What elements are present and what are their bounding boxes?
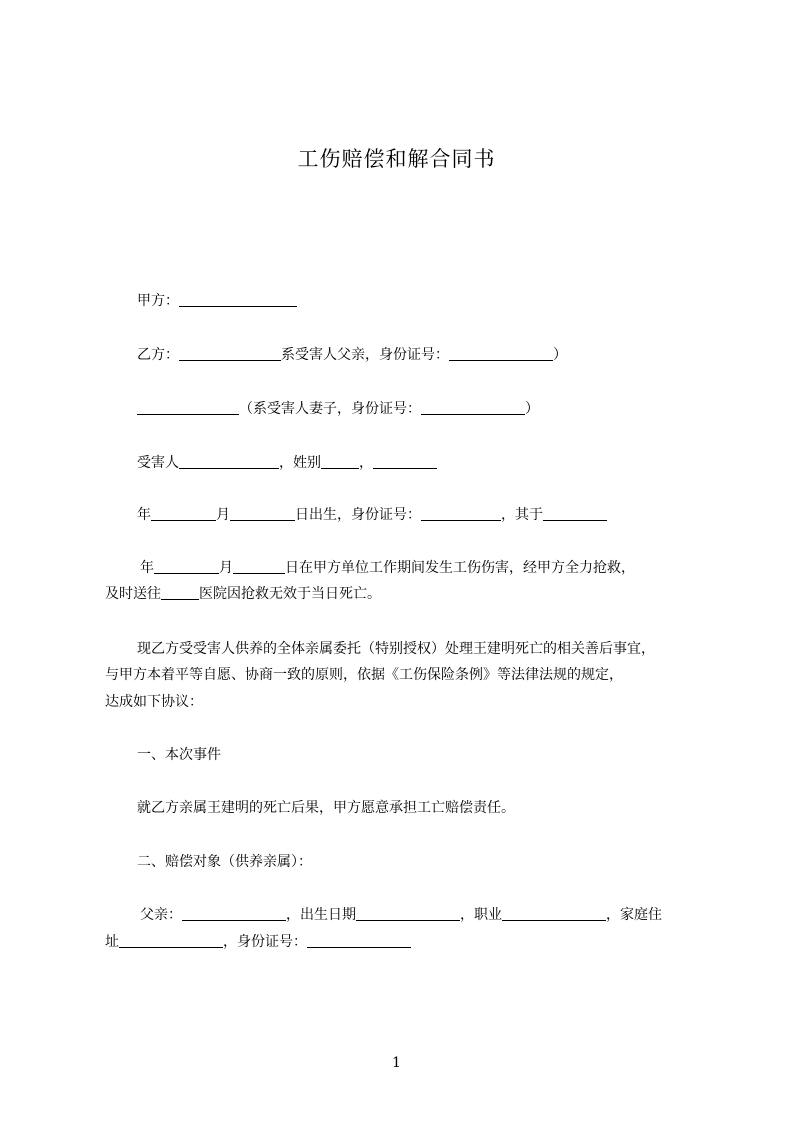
at-blank[interactable] xyxy=(543,506,607,521)
party-a-label: 甲方： xyxy=(137,293,179,309)
party-a-line xyxy=(137,291,297,311)
address-label-cont: 址 xyxy=(105,934,119,950)
preamble-line-2: 与甲方本着平等自愿、协商一致的原则，依据《工伤保险条例》等法律法规的规定， xyxy=(105,667,623,683)
preamble-line-3: 达成如下协议： xyxy=(105,694,203,710)
party-b-id-blank[interactable] xyxy=(449,346,553,361)
address-label: ，家庭住 xyxy=(606,907,662,923)
month-label: 月 xyxy=(216,507,230,523)
job-label: ，职业 xyxy=(460,907,502,923)
party-b-label: 乙方： xyxy=(137,347,179,363)
wife-name-blank[interactable] xyxy=(137,400,239,415)
death-text: 医院因抢救无效于当日死亡。 xyxy=(199,586,381,602)
at-label: ，其于 xyxy=(501,507,543,523)
party-a-blank[interactable] xyxy=(179,292,297,307)
close-paren: ） xyxy=(553,347,567,363)
birth-year-blank[interactable] xyxy=(151,506,216,521)
father-line-2 xyxy=(105,932,411,952)
document-title: 工伤赔偿和解合同书 xyxy=(297,147,496,171)
section-1-heading: 一、本次事件 xyxy=(137,747,221,763)
id-label: ，身份证号： xyxy=(223,934,307,950)
incident-month-label: 月 xyxy=(219,560,233,576)
comma: ， xyxy=(359,455,373,471)
section-1-body: 就乙方亲属王建明的死亡后果，甲方愿意承担工亡赔偿责任。 xyxy=(137,800,515,816)
victim-extra-blank[interactable] xyxy=(373,454,437,469)
incident-text: 日在甲方单位工作期间发生工伤伤害，经甲方全力抢救， xyxy=(285,560,635,576)
birth-line xyxy=(137,505,607,525)
party-b-name-blank[interactable] xyxy=(179,346,281,361)
gender-blank[interactable] xyxy=(321,454,359,469)
father-line-1 xyxy=(140,905,662,925)
father-name-blank[interactable] xyxy=(182,906,286,921)
party-b-line xyxy=(137,345,567,365)
party-b-father-label: 系受害人父亲，身份证号： xyxy=(281,347,449,363)
father-id-blank[interactable] xyxy=(307,933,411,948)
father-birth-blank[interactable] xyxy=(356,906,460,921)
birth-date-label: ，出生日期 xyxy=(286,907,356,923)
incident-line-1 xyxy=(140,558,635,578)
victim-name-blank[interactable] xyxy=(179,454,279,469)
sent-to-label: 及时送往 xyxy=(105,586,161,602)
incident-line-2 xyxy=(105,584,381,604)
wife-label: （系受害人妻子，身份证号： xyxy=(239,401,421,417)
party-b-wife-line xyxy=(137,399,539,419)
page-number: 1 xyxy=(392,1055,401,1071)
incident-month-blank[interactable] xyxy=(233,559,285,574)
birth-month-blank[interactable] xyxy=(230,506,295,521)
father-label: 父亲： xyxy=(140,907,182,923)
father-address-blank[interactable] xyxy=(119,933,223,948)
father-job-blank[interactable] xyxy=(502,906,606,921)
wife-id-blank[interactable] xyxy=(421,400,525,415)
victim-label: 受害人 xyxy=(137,455,179,471)
incident-year-blank[interactable] xyxy=(154,559,219,574)
hospital-blank[interactable] xyxy=(161,585,199,600)
birth-id-blank[interactable] xyxy=(421,506,501,521)
preamble-line-1: 现乙方受受害人供养的全体亲属委托（特别授权）处理王建明死亡的相关善后事宜， xyxy=(137,641,655,657)
close-paren: ） xyxy=(525,401,539,417)
incident-year-label: 年 xyxy=(140,560,154,576)
gender-label: ，姓别 xyxy=(279,455,321,471)
section-2-heading: 二、赔偿对象（供养亲属）： xyxy=(137,854,312,870)
year-label: 年 xyxy=(137,507,151,523)
victim-line xyxy=(137,453,437,473)
birth-id-label: 日出生，身份证号： xyxy=(295,507,421,523)
